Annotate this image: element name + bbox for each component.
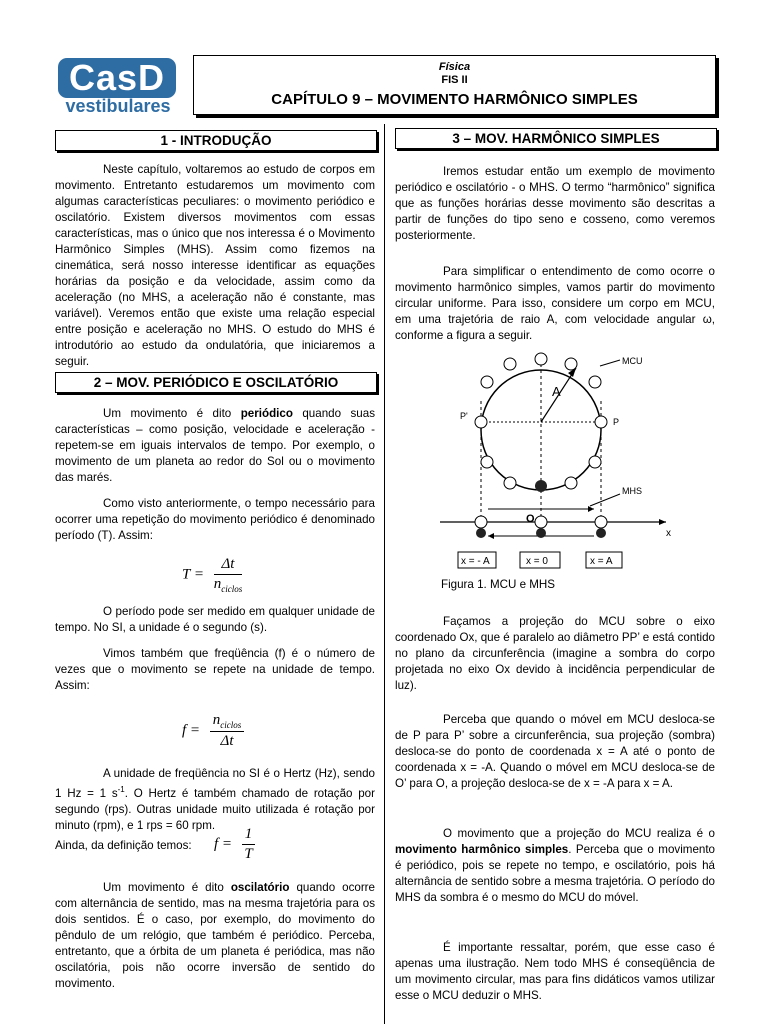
definition-text: Ainda, da definição temos: — [55, 839, 192, 852]
body-upper-right — [589, 376, 601, 388]
frequency-formula-subscript: ciclos — [220, 720, 242, 730]
column-divider — [384, 124, 385, 1024]
chapter-header — [193, 55, 716, 115]
body-lower-right — [589, 456, 601, 468]
mcu-label: MCU — [622, 356, 643, 366]
mhs-pointer — [590, 494, 620, 506]
body-upper-left — [481, 376, 493, 388]
periodic-text-a: Um movimento é dito — [103, 407, 241, 420]
hertz-exponent: -1 — [117, 785, 125, 794]
x-axis-arrowhead — [659, 519, 666, 525]
definition-formula-lhs: f = — [214, 835, 233, 852]
mhs-intro-text: Iremos estudar então um exemplo de movimento periódico e oscilatório - o MHS. O termo “harmônico” significa que as funções horárias desse movimento são descritas a partir de funções do tipo seno e cosseno, como veremos posteriormente. — [395, 165, 715, 242]
casd-logo — [58, 58, 176, 114]
box-x-minus-a-label: x = - A — [461, 556, 490, 567]
course-code: FIS II — [441, 74, 468, 86]
oscillatory-text-a: Um movimento é dito — [103, 881, 231, 894]
periodic-text-c: quando suas características – como posição, velocidade e aceleração - repetem-se em iguais intervalos de tempo. Por exemplo, o movimento de um planeta ao redor do Sol ou o movimento das marés. — [55, 407, 375, 484]
period-formula-numerator: Δt — [214, 556, 243, 575]
frequency-formula-numerator: n — [212, 712, 221, 728]
period-formula-denominator: n — [213, 576, 222, 592]
displacement-text: Perceba que quando o móvel em MCU desloca-se de P para P’ sobre a circunferência, sua projeção (sombra) desloca-se do ponto de coordenada x = A até o ponto de coordenada x = -A. Quando o móvel em MCU desloca-se de O’ para O, a projeção desloca-se de x = -A para x = A. — [395, 713, 715, 790]
body-lower-left — [481, 456, 493, 468]
axis-body-right — [595, 516, 607, 528]
body-bottom-left — [504, 477, 516, 489]
period-formula-lhs: T = — [182, 566, 204, 583]
frequency-text: Vimos também que freqüência (f) é o número de vezes que o movimento se repete na unidade de tempo. Assim: — [55, 647, 375, 692]
mcu-mhs-figure — [440, 346, 680, 574]
period-paragraph — [55, 496, 375, 544]
intro-paragraph — [55, 162, 375, 370]
period-formula-subscript: ciclos — [221, 584, 243, 594]
mhs-definition-text-c: . Perceba que o movimento é periódico, pois se repete no tempo, e oscilatório, pois há alternância de sentido sobre a mesma trajetória. O período do MHS da sombra é o mesmo do MCU do móvel. — [395, 843, 716, 904]
body-top — [535, 353, 547, 365]
period-formula — [182, 556, 242, 594]
intro-text: Neste capítulo, voltaremos ao estudo de corpos em movimento. Entretanto estudaremos um movimento com algumas características peculiares: o movimento periódico e oscilatório. Existem diversos movimentos com essas características, mas o único que nos interessa é o Movimento Harmônico Simples (MHS). Assim como fizemos na cinemática, será nosso interesse identificar as equações horárias da posição e da velocidade, assim como da aceleração (no MHS, a aceleração não é constante, mas variável). Veremos então que existe uma relação especial entre posição e aceleração no MHS. O estudo do MHS é introdutório ao estudo da ondulatória, que iniciaremos a seguir. — [55, 163, 375, 368]
body-bottom-right — [565, 477, 577, 489]
unit-text: O período pode ser medido em qualquer unidade de tempo. No SI, a unidade é o segundo (s). — [55, 605, 375, 634]
section-title-mhs: 3 – MOV. HARMÔNICO SIMPLES — [395, 128, 717, 149]
shadow-left — [476, 528, 486, 538]
subject-label: Física — [438, 61, 471, 73]
definition-formula — [214, 826, 255, 863]
frequency-paragraph — [55, 646, 375, 694]
section-title-periodic: 2 – MOV. PERIÓDICO E OSCILATÓRIO — [55, 372, 377, 393]
periodic-paragraph — [55, 406, 375, 486]
periodic-term: periódico — [240, 407, 293, 420]
section-title-intro: 1 - INTRODUÇÃO — [55, 130, 377, 151]
origin-label: O — [526, 513, 535, 525]
radius-label: A — [552, 384, 561, 399]
mhs-intro-paragraph — [395, 164, 715, 244]
mcu-setup-paragraph — [395, 264, 715, 344]
frequency-formula-lhs: f = — [182, 722, 201, 739]
logo-brand: CasD — [58, 58, 176, 98]
oscillatory-text-c: quando ocorre com alternância de sentido, mas na mesma trajetória para os dois sentidos. É o caso, por exemplo, do movimento do pêndulo de um relógio, que também é periódico. Perceba, entretanto, que a órbita de um planeta é periódica, mas não oscilatória, pois não ocorre inversão de sentido do movimento. — [55, 881, 375, 990]
shadow-center — [536, 528, 546, 538]
mhs-definition-paragraph — [395, 826, 715, 906]
definition-formula-numerator: 1 — [242, 826, 256, 845]
shadow-right — [596, 528, 606, 538]
body-bottom — [535, 480, 547, 492]
illustration-paragraph — [395, 940, 715, 1004]
box-x-zero-label: x = 0 — [526, 556, 548, 567]
logo-subtitle: vestibulares — [65, 96, 171, 116]
point-p-label: P — [613, 417, 620, 427]
axis-body-center — [535, 516, 547, 528]
hertz-text-b: . O Hertz é também chamado de rotação por segundo (rps). Outras unidade muito utilizada é rotação por minuto (rpm), e 1 rps = 60 rpm. — [55, 786, 375, 832]
period-text: Como visto anteriormente, o tempo necessário para ocorrer uma repetição do movimento periódico é denominado período (T). Assim: — [55, 497, 375, 542]
mhs-label: MHS — [622, 486, 642, 496]
point-p-prime-label: P' — [460, 411, 468, 421]
oscillatory-term: oscilatório — [230, 881, 290, 894]
mhs-arrow-bottom-head — [488, 533, 494, 539]
body-p-prime — [475, 416, 487, 428]
axis-body-left — [475, 516, 487, 528]
body-top-right — [565, 358, 577, 370]
displacement-paragraph — [395, 712, 715, 792]
body-top-left — [504, 358, 516, 370]
mcu-setup-text: Para simplificar o entendimento de como ocorre o movimento harmônico simples, vamos partir do movimento circular uniforme. Para isso, considere um corpo em MCU, em uma trajetória de raio A, com velocidade angular ω, conforme a figura a seguir. — [395, 265, 715, 342]
unit-paragraph — [55, 604, 375, 636]
oscillatory-paragraph — [55, 880, 375, 992]
box-x-a-label: x = A — [590, 556, 613, 567]
illustration-text: É importante ressaltar, porém, que esse caso é apenas uma ilustração. Nem todo MHS é conseqüência de um movimento circular, mas para fins didáticos vamos utilizar esse o MCU deduzir o MHS. — [395, 941, 715, 1002]
projection-paragraph — [395, 614, 715, 694]
mhs-arrow-top-head — [588, 506, 594, 512]
projection-text: Façamos a projeção do MCU sobre o eixo coordenado Ox, que é paralelo ao diâmetro PP’ e está contido no plano da circunferência (imagine a sombra do corpo projetada no eixo Ox devido à incidência perpendicular de luz). — [395, 615, 715, 692]
mcu-pointer — [600, 360, 620, 366]
frequency-formula — [182, 712, 244, 750]
frequency-formula-denominator: Δt — [220, 733, 234, 749]
x-axis-label: x — [666, 528, 671, 539]
figure-caption: Figura 1. MCU e MHS — [441, 578, 556, 591]
hertz-text-a: A unidade de freqüência no SI é o Hertz (Hz), sendo 1 Hz = 1 s — [55, 767, 375, 800]
hertz-paragraph — [55, 766, 375, 834]
mhs-definition-text-a: O movimento que a projeção do MCU realiza é o — [443, 827, 715, 840]
definition-formula-denominator: T — [244, 846, 253, 862]
mhs-definition-term: movimento harmônico simples — [395, 843, 569, 856]
chapter-title: CAPÍTULO 9 – MOVIMENTO HARMÔNICO SIMPLES — [271, 91, 638, 108]
body-p — [595, 416, 607, 428]
